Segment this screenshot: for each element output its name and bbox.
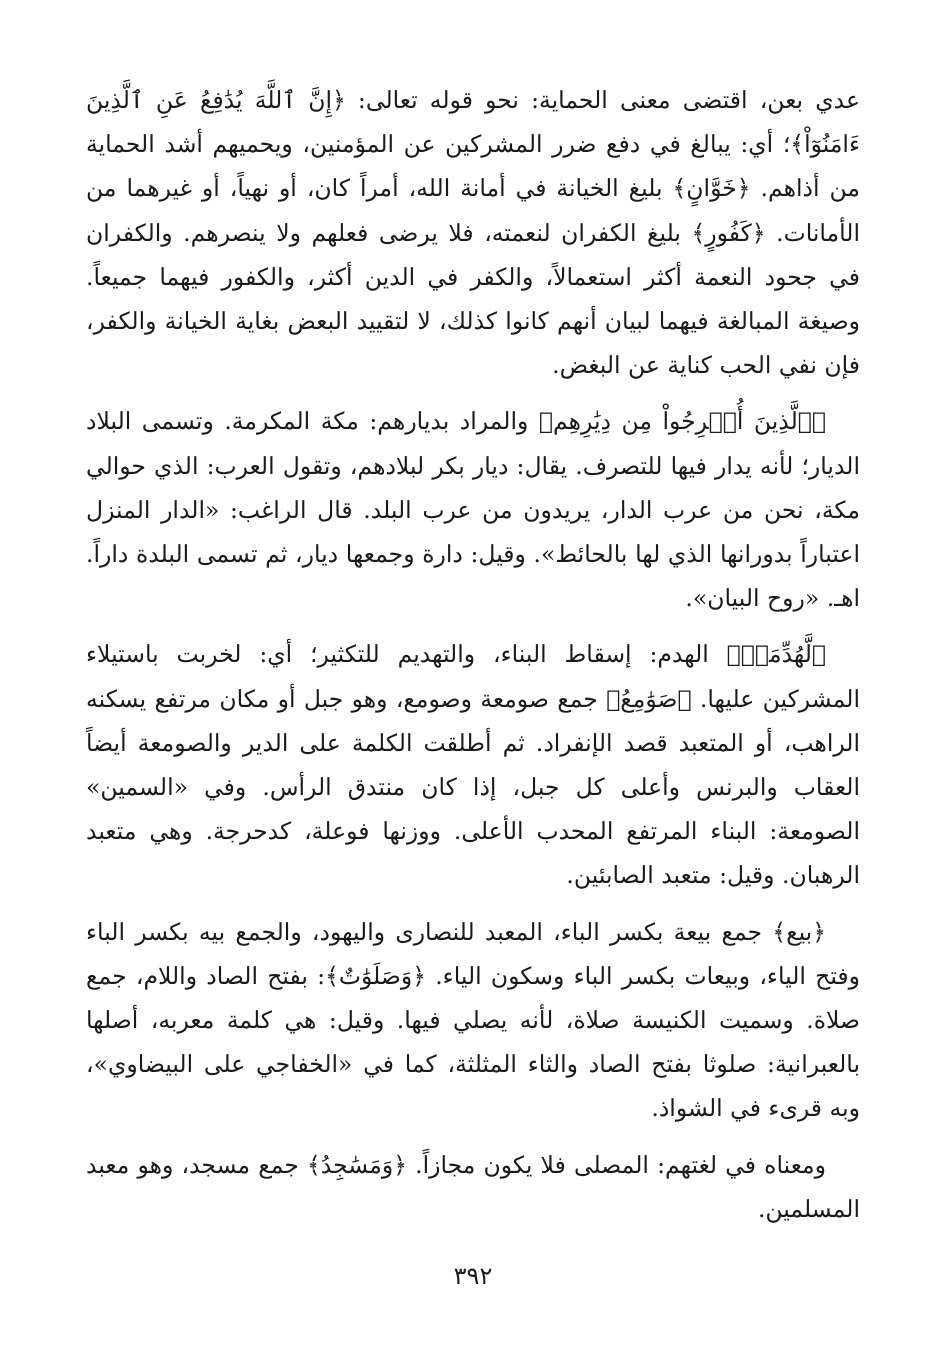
paragraph-3: ﴿لَّهُدِّمَتۡ﴾ الهدم: إسقاط البناء، والتهديم للتكثير؛ أي: لخربت باستيلاء المشركين عليها. ﴿صَوَٰمِعُ﴾ جمع صومعة وصومع، وهو جبل أو مكان مرتفع يسكنه الراهب، أو المتعبد قصد الإنفراد. ثم أطلقت الكلمة على الدير والصومعة أيضاً العقاب والبرنس وأعلى كل جبل، إذا كان منتدق الرأس. وفي «السمين» الصومعة: البناء المرتفع المحدب الأعلى. ووزنها فوعلة، كدحرجة. وهي متعبد الرهبان. وقيل: متعبد الصابئين. [86, 640, 860, 890]
body-text [86, 78, 860, 1231]
page-number: ٣٩٢ [453, 1262, 493, 1290]
paragraph-5: ومعناه في لغتهم: المصلى فلا يكون مجازاً. ﴿وَمَسَٰجِدُ﴾ جمع مسجد، وهو معبد المسلمين. [86, 1150, 860, 1223]
paragraph-2: ﴿ٱلَّذِينَ أُخۡرِجُواْ مِن دِيَٰرِهِم﴾ والمراد بديارهم: مكة المكرمة. وتسمى البلاد الديار؛ لأنه يدار فيها للتصرف. يقال: ديار بكر لبلادهم، وتقول العرب: الذي حوالي مكة، نحن من عرب الدار، يريدون من عرب البلد. قال الراغب: «الدار المنزل اعتباراً بدورانها الذي لها بالحائط». وقيل: دارة وجمعها ديار، ثم تسمى البلدة داراً. اهـ. «روح البيان». [86, 407, 860, 613]
paragraph-4: ﴿بيع﴾ جمع بيعة بكسر الباء، المعبد للنصارى واليهود، والجمع بيه بكسر الباء وفتح الياء، وبيعات بكسر الباء وسكون الياء. ﴿وَصَلَوَٰتٌ﴾: بفتح الصاد واللام، جمع صلاة. وسميت الكنيسة صلاة، لأنه يصلي فيها. وقيل: هي كلمة معربه، أصلها بالعبرانية: صلوثا بفتح الصاد والثاء المثلثة، كما في «الخفاجي على البيضاوي»، وبه قرىء في الشواذ. [86, 917, 860, 1123]
paragraph-1: عدي بعن، اقتضى معنى الحماية: نحو قوله تعالى: ﴿إِنَّ ٱللَّهَ يُدَٰفِعُ عَنِ ٱلَّذِينَ ءَامَنُوٓاْ﴾؛ أي: يبالغ في دفع ضرر المشركين عن المؤمنين، ويحميهم أشد الحماية من أذاهم. ﴿خَوَّانٍ﴾ بليغ الخيانة في أمانة الله، أمراً كان، أو نهياً، أو غيرهما من الأمانات. ﴿كَفُورٍ﴾ بليغ الكفران لنعمته، فلا يرضى فعلهم ولا ينصرهم. والكفران في جحود النعمة أكثر استعمالاً، والكفر في الدين أكثر، والكفور فيهما جميعاً. وصيغة المبالغة فيهما لبيان أنهم كانوا كذلك، لا لتقييد البعض بغاية الخيانة والكفر، فإن نفي الحب كناية عن البغض. [86, 86, 860, 380]
